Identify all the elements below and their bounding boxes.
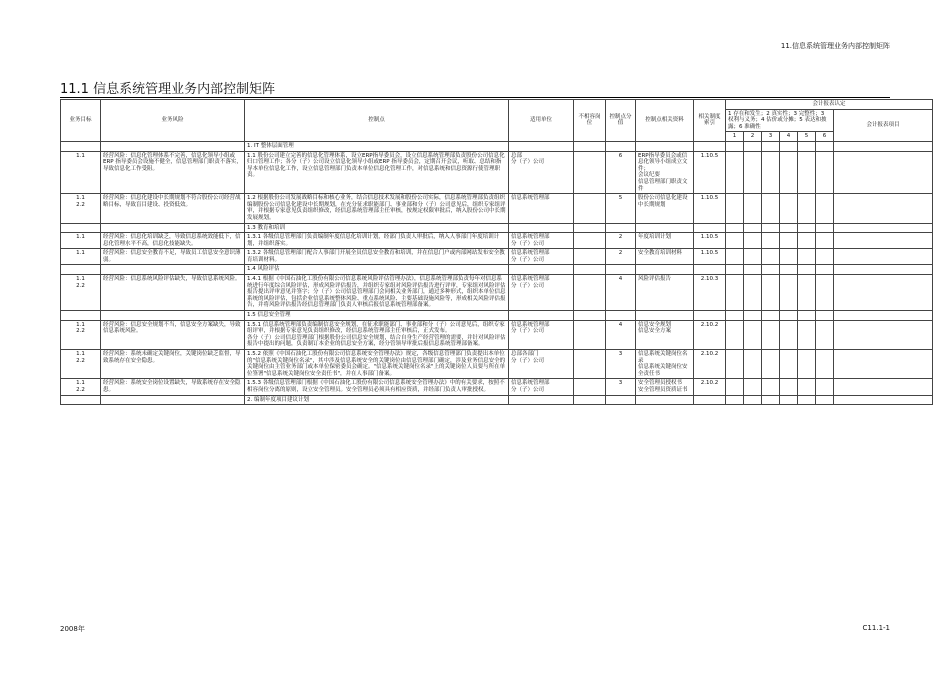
unit-cell: 信息系统管理部 分（子）公司 [509, 379, 574, 395]
empty-cell [726, 141, 744, 151]
empty-cell [726, 395, 744, 405]
unit-cell: 信息系统管理部 分（子）公司 [509, 233, 574, 249]
ref-cell: 1.10.5 [694, 249, 726, 265]
risk-cell: 经营风险：信息化建设中长期规划不符合股份公司经营战略目标，导致盲目建设、投资低效。 [101, 194, 245, 223]
assertion-check-cell [798, 249, 816, 265]
section-row [61, 311, 933, 321]
empty-cell [101, 311, 245, 321]
empty-cell [762, 141, 780, 151]
empty-cell [574, 141, 606, 151]
header-item: 会计报表项目 [834, 109, 933, 141]
table-row [61, 275, 933, 311]
empty-cell [816, 311, 834, 321]
assertion-check-cell [780, 249, 798, 265]
empty-cell [509, 265, 574, 275]
empty-cell [101, 223, 245, 233]
assertion-check-cell [726, 379, 744, 395]
item-cell [834, 151, 933, 194]
empty-cell [834, 141, 933, 151]
assertion-check-cell [744, 249, 762, 265]
incompatible-cell [574, 151, 606, 194]
empty-cell [694, 311, 726, 321]
control-cell: 1.5.2 依照《中国石油化工股份有限公司信息系统安全管理办法》规定，各级信息管理部门负责提出本单位的"信息系统关键岗位名录"，其中涉及信息系统安全的关键岗位由信息管理部门确定，涉及业务信息安全的关键岗位由主管业务部门或本单位保密委员会确定。"信息系统关键岗位名录"上的关键岗位人员要与所在单位签署"信息系统关键岗位安全责任书"，并在人事部门备案。 [245, 350, 509, 379]
unit-cell: 总部各部门 分（子）公司 [509, 350, 574, 379]
ref-cell: 1.10.5 [694, 151, 726, 194]
unit-cell: 信息系统管理部 分（子）公司 [509, 320, 574, 349]
empty-cell [816, 223, 834, 233]
control-cell: 1.1 股份公司建立完善的信息化管理体系，设立ERP指导委员会，设立信息系统管理部负责股份公司信息化归口管理工作；各分（子）公司设立信息化领导小组或ERP 指导委员会，定期召开会议，听取、总结和指导本单位信息化工作，设立信息管理部门负责本单位信息化管理工作，对信息系统和信息资源行使管理职责。 [245, 151, 509, 194]
empty-cell [636, 223, 694, 233]
item-cell [834, 320, 933, 349]
incompatible-cell [574, 379, 606, 395]
doc-cell: 股份公司信息化建设中长期规划 [636, 194, 694, 223]
assertion-check-cell [816, 233, 834, 249]
empty-cell [834, 223, 933, 233]
assertion-check-cell [762, 379, 780, 395]
assertion-check-cell [780, 379, 798, 395]
empty-cell [762, 311, 780, 321]
assertion-num-1: 1 [726, 132, 744, 142]
incompatible-cell [574, 275, 606, 311]
empty-cell [798, 265, 816, 275]
section-label: 1. IT 整体层面管理 [245, 141, 509, 151]
empty-cell [780, 311, 798, 321]
item-cell [834, 350, 933, 379]
assertion-check-cell [726, 151, 744, 194]
goal-cell: 1.1 2.2 [61, 320, 101, 349]
empty-cell [762, 395, 780, 405]
header-assertion-group: 会计报表认定 [726, 100, 933, 110]
assertion-check-cell [780, 151, 798, 194]
assertion-check-cell [744, 194, 762, 223]
empty-cell [780, 223, 798, 233]
assertion-check-cell [780, 194, 798, 223]
assertion-num-3: 3 [762, 132, 780, 142]
assertion-check-cell [798, 350, 816, 379]
empty-cell [509, 311, 574, 321]
assertion-check-cell [744, 275, 762, 311]
header-goal: 业务目标 [61, 100, 101, 142]
empty-cell [636, 265, 694, 275]
empty-cell [694, 223, 726, 233]
empty-cell [574, 265, 606, 275]
empty-cell [61, 265, 101, 275]
empty-cell [726, 223, 744, 233]
empty-cell [798, 141, 816, 151]
empty-cell [834, 395, 933, 405]
score-cell: 3 [606, 350, 636, 379]
section-label: 1.5 信息安全管理 [245, 311, 509, 321]
empty-cell [762, 223, 780, 233]
assertion-num-6: 6 [816, 132, 834, 142]
assertion-check-cell [816, 379, 834, 395]
table-row [61, 194, 933, 223]
control-cell: 1.5.1 信息系统管理部负责编制信息安全规划，在征求职能部门、事业部和分（子）公司意见后，组织专家组评审，并根据专家意见负责组织修改，经信息系统管理部主任审核后，正式发布。 各分（子）公司信息管理部门根据股份公司信息安全规划，结合自身生产经营管理的需要，并针对风险评估报告中提出的问题，负责制订本企业的信息安全方案，经分管领导审批后报信息系统管理部备案。 [245, 320, 509, 349]
control-cell: 1.3.1 各级信息管理部门负责编制年度信息化培训计划，经部门负责人审批后，纳入人事部门年度培训计划，并组织落实。 [245, 233, 509, 249]
risk-cell: 经营风险：信息安全规划不当，信息安全方案缺失，导致信息系统风险。 [101, 320, 245, 349]
item-cell [834, 194, 933, 223]
header-unit: 适用单位 [509, 100, 574, 142]
table-row [61, 320, 933, 349]
assertion-num-4: 4 [780, 132, 798, 142]
empty-cell [798, 395, 816, 405]
section-row [61, 395, 933, 405]
empty-cell [726, 311, 744, 321]
doc-cell: 风险评估报告 [636, 275, 694, 311]
footer-year: 2008年 [60, 625, 85, 633]
empty-cell [780, 395, 798, 405]
ref-cell: 2.10.2 [694, 379, 726, 395]
score-cell: 2 [606, 249, 636, 265]
assertion-num-2: 2 [744, 132, 762, 142]
empty-cell [726, 265, 744, 275]
assertion-check-cell [744, 350, 762, 379]
unit-cell: 信息系统管理部 [509, 194, 574, 223]
empty-cell [606, 223, 636, 233]
empty-cell [61, 311, 101, 321]
header-incompatible: 不相容岗位 [574, 100, 606, 142]
item-cell [834, 275, 933, 311]
empty-cell [798, 223, 816, 233]
empty-cell [694, 141, 726, 151]
table-row [61, 249, 933, 265]
assertion-check-cell [744, 379, 762, 395]
incompatible-cell [574, 249, 606, 265]
score-cell: 2 [606, 233, 636, 249]
control-cell: 1.4.1 根据《中国石油化工股份有限公司信息系统风险评估管理办法》，信息系统管理部负责每年对信息系统进行年度综合风险评估，形成风险评估报告，并组织专家组对风险评估报告进行评审，专家组对风险评估报告提出评审意见并签字；分（子）公司信息管理部门会同相关业务部门，通过多种形式，组织本单位信息系统的风险评估，包括企业信息系统整体风险、重点系统风险、主要基础设施风险等，形成相关风险评估报告，并将风险评估报告经信息管理部门负责人审核后报信息系统管理部备案。 [245, 275, 509, 311]
doc-cell: 安全教育培训材料 [636, 249, 694, 265]
empty-cell [816, 141, 834, 151]
footer-page-number: C11.1-1 [862, 624, 890, 632]
assertion-check-cell [762, 275, 780, 311]
score-cell: 4 [606, 320, 636, 349]
unit-cell: 总部 分（子）公司 [509, 151, 574, 194]
empty-cell [509, 141, 574, 151]
item-cell [834, 249, 933, 265]
item-cell [834, 233, 933, 249]
assertion-check-cell [780, 233, 798, 249]
goal-cell: 1.1 2.2 [61, 194, 101, 223]
empty-cell [101, 265, 245, 275]
control-cell: 1.3.2 各级信息管理部门配合人事部门开展全员信息安全教育和培训，并在信息门户或内部网站发布安全教育培训材料。 [245, 249, 509, 265]
assertion-check-cell [726, 275, 744, 311]
assertion-check-cell [816, 151, 834, 194]
empty-cell [744, 223, 762, 233]
empty-cell [606, 395, 636, 405]
goal-cell: 1.1 [61, 233, 101, 249]
header-score: 控制点分值 [606, 100, 636, 142]
table-row [61, 350, 933, 379]
empty-cell [61, 223, 101, 233]
empty-cell [606, 265, 636, 275]
assertion-check-cell [798, 151, 816, 194]
ref-cell: 1.10.5 [694, 194, 726, 223]
assertion-check-cell [726, 194, 744, 223]
assertion-check-cell [726, 233, 744, 249]
page-title: 11.1 信息系统管理业务内部控制矩阵 [60, 82, 276, 97]
ref-cell: 2.10.3 [694, 275, 726, 311]
assertion-check-cell [744, 233, 762, 249]
assertion-check-cell [798, 233, 816, 249]
assertion-check-cell [762, 249, 780, 265]
header-control: 控制点 [245, 100, 509, 142]
section-row [61, 265, 933, 275]
doc-cell: ERP指导委员会或信息化领导小组成立文件； 会议纪要 信息管理部门职责文件 [636, 151, 694, 194]
incompatible-cell [574, 350, 606, 379]
unit-cell: 信息系统管理部 分（子）公司 [509, 249, 574, 265]
assertion-check-cell [762, 194, 780, 223]
empty-cell [744, 141, 762, 151]
control-cell: 1.2 根据股份公司发展战略目标和核心业务，结合信息技术发展和股份公司实际，信息系统管理部负责组织编制股份公司信息化建设中长期规划，在充分征求职能部门、事业部和分（子）公司意见后，组织专家组评审，并根据专家意见负责组织修改，经信息系统管理部主任审核，按规定权限审批后，纳入股份公司中长期发展规划。 [245, 194, 509, 223]
assertion-check-cell [798, 320, 816, 349]
control-matrix-table [60, 99, 933, 405]
assertion-check-cell [816, 350, 834, 379]
section-label: 2. 编制年度项目建议计划 [245, 395, 509, 405]
section-label: 1.3 教育和培训 [245, 223, 509, 233]
goal-cell: 1.1 [61, 249, 101, 265]
risk-cell: 经营风险：系统未确定关键岗位，关键岗位缺乏监督，导致系统存在安全隐患。 [101, 350, 245, 379]
empty-cell [816, 395, 834, 405]
empty-cell [606, 141, 636, 151]
item-cell [834, 379, 933, 395]
incompatible-cell [574, 233, 606, 249]
header-ref: 相关制度索引 [694, 100, 726, 142]
assertion-check-cell [762, 151, 780, 194]
risk-cell: 经营风险：信息安全教育不足，导致员工信息安全意识薄弱。 [101, 249, 245, 265]
assertion-check-cell [816, 249, 834, 265]
assertion-check-cell [762, 320, 780, 349]
risk-cell: 经营风险：信息化管理体系不完善，信息化领导小组或ERP 指导委员会设施不健全，信息管理部门职责不落实，导致信息化工作受阻。 [101, 151, 245, 194]
empty-cell [574, 223, 606, 233]
empty-cell [636, 395, 694, 405]
assertion-num-5: 5 [798, 132, 816, 142]
assertion-check-cell [726, 320, 744, 349]
ref-cell: 2.10.2 [694, 320, 726, 349]
score-cell: 4 [606, 275, 636, 311]
title-rule [60, 97, 890, 98]
section-row [61, 223, 933, 233]
score-cell: 6 [606, 151, 636, 194]
assertion-check-cell [726, 249, 744, 265]
empty-cell [744, 395, 762, 405]
empty-cell [509, 395, 574, 405]
assertion-check-cell [816, 320, 834, 349]
empty-cell [574, 395, 606, 405]
risk-cell: 经营风险：系统安全岗位设置缺失，导致系统存在安全隐患。 [101, 379, 245, 395]
matrix-body [61, 141, 933, 404]
risk-cell: 经营风险：信息系统风险评估缺失，导致信息系统风险。 [101, 275, 245, 311]
empty-cell [694, 395, 726, 405]
score-cell: 3 [606, 379, 636, 395]
empty-cell [816, 265, 834, 275]
empty-cell [101, 395, 245, 405]
section-label: 1.4 风险评估 [245, 265, 509, 275]
doc-cell: 信息安全规划 信息安全方案 [636, 320, 694, 349]
goal-cell: 1.1 2.2 [61, 379, 101, 395]
empty-cell [780, 265, 798, 275]
assertion-check-cell [798, 194, 816, 223]
empty-cell [780, 141, 798, 151]
empty-cell [834, 311, 933, 321]
doc-cell: 年度培训计划 [636, 233, 694, 249]
assertion-check-cell [744, 151, 762, 194]
running-header: 11.信息系统管理业务内部控制矩阵 [780, 42, 890, 50]
ref-cell: 1.10.5 [694, 233, 726, 249]
assertion-check-cell [780, 350, 798, 379]
table-row [61, 379, 933, 395]
assertion-check-cell [744, 320, 762, 349]
goal-cell: 1.1 [61, 151, 101, 194]
doc-cell: 信息系统关键岗位名录 信息系统关键岗位安全责任书 [636, 350, 694, 379]
unit-cell: 信息系统管理部 分（子）公司 [509, 275, 574, 311]
empty-cell [834, 265, 933, 275]
score-cell: 5 [606, 194, 636, 223]
ref-cell: 2.10.2 [694, 350, 726, 379]
empty-cell [101, 141, 245, 151]
empty-cell [636, 311, 694, 321]
control-cell: 1.5.3 各级信息管理部门根据《中国石油化工股份有限公司信息系统安全管理办法》中的有关要求，按照不相容岗位分离的原则，设立安全管理员。安全管理员必须具有相应资质，并经部门负责人审批授权。 [245, 379, 509, 395]
assertion-check-cell [726, 350, 744, 379]
header-doc: 控制点相关资料 [636, 100, 694, 142]
empty-cell [798, 311, 816, 321]
header-risk: 业务风险 [101, 100, 245, 142]
assertion-check-cell [816, 194, 834, 223]
assertion-check-cell [780, 320, 798, 349]
empty-cell [509, 223, 574, 233]
assertion-check-cell [762, 350, 780, 379]
incompatible-cell [574, 320, 606, 349]
empty-cell [61, 395, 101, 405]
empty-cell [606, 311, 636, 321]
empty-cell [574, 311, 606, 321]
assertion-check-cell [798, 379, 816, 395]
empty-cell [61, 141, 101, 151]
incompatible-cell [574, 194, 606, 223]
section-row [61, 141, 933, 151]
empty-cell [744, 265, 762, 275]
assertion-check-cell [762, 233, 780, 249]
table-row [61, 233, 933, 249]
header-assertion-desc: 1 存在和发生；2 真实性；3 完整性；3 权利与义务；4 估价或分摊；5 表达和披露；6 准确性 [726, 109, 834, 132]
assertion-check-cell [798, 275, 816, 311]
table-row [61, 151, 933, 194]
assertion-check-cell [780, 275, 798, 311]
risk-cell: 经营风险：信息化培训缺乏，导致信息系统效能低下，信息化管理水平不高，信息化技能缺失。 [101, 233, 245, 249]
assertion-check-cell [816, 275, 834, 311]
goal-cell: 1.1 2.2 [61, 350, 101, 379]
empty-cell [744, 311, 762, 321]
doc-cell: 安全管理员授权书 安全管理员资质证书 [636, 379, 694, 395]
empty-cell [762, 265, 780, 275]
empty-cell [694, 265, 726, 275]
goal-cell: 1.1 2.2 [61, 275, 101, 311]
empty-cell [636, 141, 694, 151]
